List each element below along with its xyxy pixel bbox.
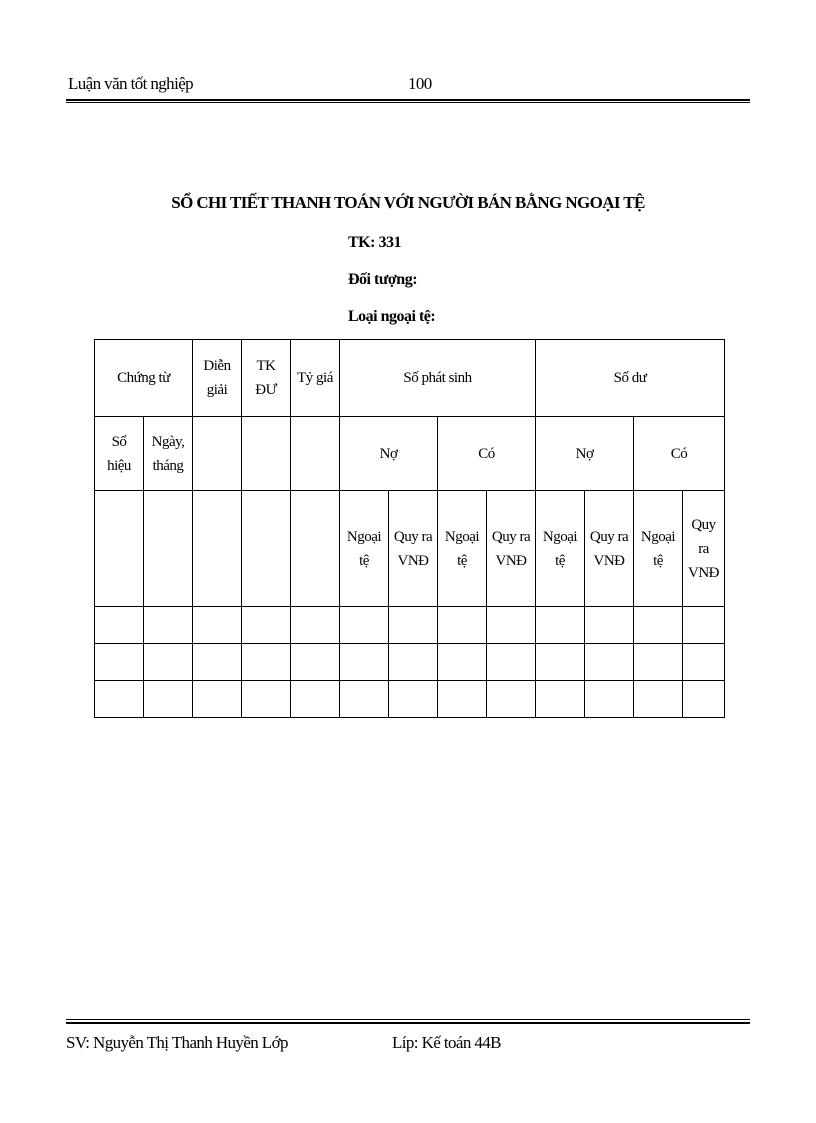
quy-ra-vnd-header: Quy ra VNĐ	[487, 491, 536, 607]
so-phat-sinh-header: Số phát sinh	[340, 340, 536, 417]
header-row-3	[95, 491, 725, 607]
table-row	[95, 607, 725, 644]
header-thesis-label: Luận văn tốt nghiệp	[68, 74, 194, 93]
quy-ra-vnd-header: Quy ra VNĐ	[389, 491, 438, 607]
ngoai-te-header: Ngoại tệ	[340, 491, 389, 607]
empty-cell	[291, 491, 340, 607]
empty-cell	[193, 491, 242, 607]
dien-giai-header: Diễn giải	[193, 340, 242, 417]
table-row	[95, 644, 725, 681]
phat-sinh-co-header: Có	[438, 417, 536, 491]
currency-line: Loại ngoại tệ:	[348, 308, 436, 325]
empty-cell	[193, 417, 242, 491]
ngoai-te-header: Ngoại tệ	[634, 491, 683, 607]
document-title: SỔ CHI TIẾT THANH TOÁN VỚI NGƯỜI BÁN BẰNG NGOẠI TỆ	[171, 193, 645, 212]
subject-line: Đối tượng:	[348, 271, 418, 288]
empty-cell	[242, 491, 291, 607]
account-line: TK: 331	[348, 234, 401, 251]
chung-tu-header: Chứng từ	[95, 340, 193, 417]
header-divider-thin	[66, 102, 750, 103]
footer-student: SV: Nguyễn Thị Thanh Huyền Lớp	[66, 1033, 288, 1052]
table-row	[95, 681, 725, 718]
phat-sinh-no-header: Nợ	[340, 417, 438, 491]
so-hieu-header: Số hiệu	[95, 417, 144, 491]
footer-divider	[66, 1022, 750, 1024]
quy-ra-vnd-header: Quy ra VNĐ	[683, 491, 725, 607]
du-no-header: Nợ	[536, 417, 634, 491]
du-co-header: Có	[634, 417, 725, 491]
quy-ra-vnd-header: Quy ra VNĐ	[585, 491, 634, 607]
empty-cell	[95, 491, 144, 607]
tk-du-header: TK ĐƯ	[242, 340, 291, 417]
so-du-header: Số dư	[536, 340, 725, 417]
header-row-2	[95, 417, 725, 491]
page-number: 100	[408, 74, 432, 93]
footer-divider-thin	[66, 1019, 750, 1020]
header-row-1	[95, 340, 725, 417]
ledger-table	[94, 339, 725, 718]
ty-gia-header: Tỷ giá	[291, 340, 340, 417]
empty-cell	[242, 417, 291, 491]
ngoai-te-header: Ngoại tệ	[438, 491, 487, 607]
empty-cell	[291, 417, 340, 491]
footer-class: Líp: Kế toán 44B	[392, 1033, 501, 1052]
ngoai-te-header: Ngoại tệ	[536, 491, 585, 607]
empty-cell	[144, 491, 193, 607]
header-divider	[66, 99, 750, 101]
ngay-thang-header: Ngày, tháng	[144, 417, 193, 491]
